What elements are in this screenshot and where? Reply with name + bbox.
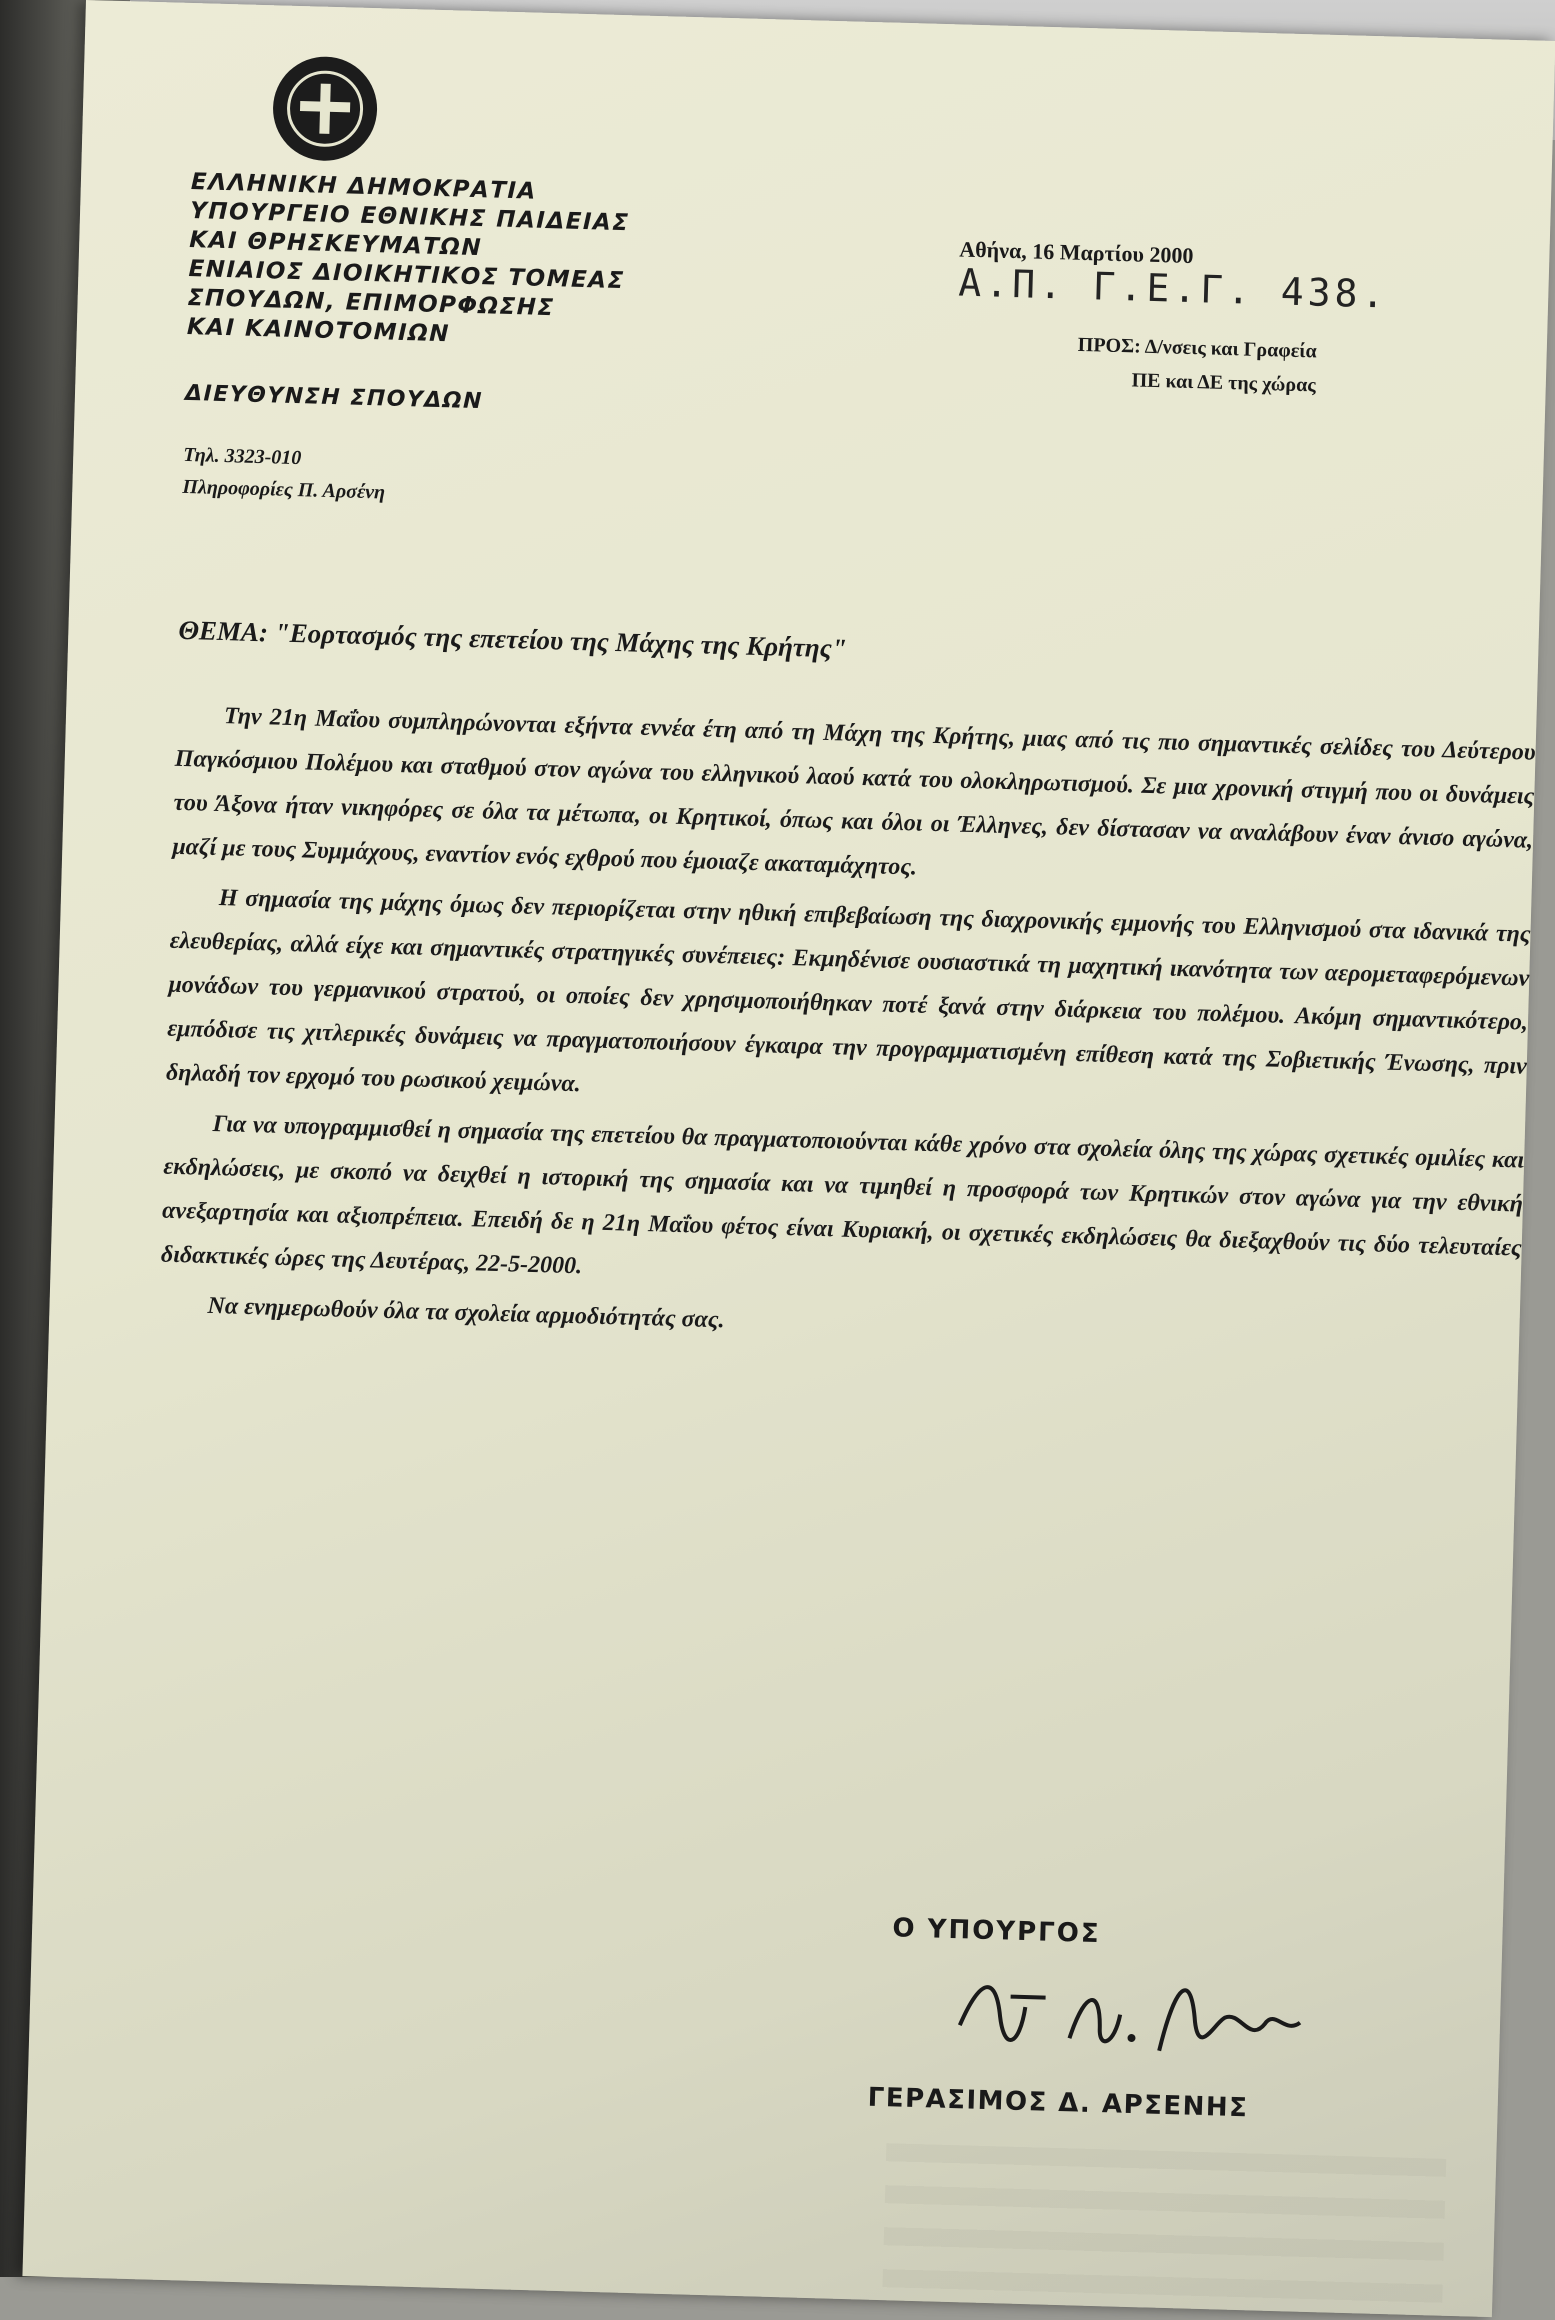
letterhead-line: ΕΛΛΗΝΙΚΗ ΔΗΜΟΚΡΑΤΙΑ xyxy=(190,169,538,205)
body-paragraph: Να ενημερωθούν όλα τα σχολεία αρμοδιότητάς σας. xyxy=(207,1292,725,1334)
letterhead-line: ΣΠΟΥΔΩΝ, ΕΠΙΜΟΡΦΩΣΗΣ xyxy=(187,284,556,322)
recipient-block xyxy=(955,324,1317,402)
contact-person: Πληροφορίες Π. Αρσένη xyxy=(182,475,386,504)
greek-state-emblem-icon xyxy=(272,55,379,162)
recipient-line: ΠΕ και ΔΕ της χώρας xyxy=(1131,369,1317,397)
document-page xyxy=(22,0,1555,2317)
body-paragraph: Την 21η Μαΐου συμπληρώνονται εξήντα εννέα έτη από τη Μάχη της Κρήτης, μιας από τις πιο σημαντικές σελίδες του Δεύτερου Παγκόσμιου Πολέμου και σταθμού στον αγώνα του ελληνικού λαού κατά του ολοκληρωτισμού. Σε μια χρονική στιγμή που οι δυνάμεις του Άξονα ήταν νικηφόρες σε όλα τα μέτωπα, οι Κρητικοί, όπως και όλοι οι Έλληνες, δεν δίστασαν να αναλάβουν έναν άνισο αγώνα, μαζί με τους Συμμάχους, εναντίον ενός εχθρού που έμοιαζε ακαταμάχητος. xyxy=(172,703,1536,881)
letterhead-line: ΕΝΙΑΙΟΣ ΔΙΟΙΚΗΤΙΚΟΣ ΤΟΜΕΑΣ xyxy=(188,255,626,295)
subject-line: ΘΕΜΑ: "Εορτασμός της επετείου της Μάχης της Κρήτης" xyxy=(178,614,848,664)
body-paragraph: Η σημασία της μάχης όμως δεν περιορίζεται στην ηθική επιβεβαίωση της διαχρονικής εμμονής του Ελληνισμού στα ιδανικά της ελευθερίας, αλλά είχε και σημαντικές στρατηγικές συνέπειες: Εκμηδένισε ουσιαστικά τη μαχητική ικανότητα των αερομεταφερόμενων μονάδων του γερμανικού στρατού, οι οποίες δεν χρησιμοποιήθηκαν ποτέ ξανά στην διάρκεια του πολέμου. Ακόμη σημαντικότερο, εμπόδισε τις χιτλερικές δυνάμεις να πραγματοποιήσουν έγκαιρα την προγραμματισμένη επίθεση κατά της Σοβιετικής Ένωσης, πριν δηλαδή τον ερχομό του ρωσικού χειμώνα. xyxy=(165,885,1531,1098)
contact-block xyxy=(182,439,386,509)
signatory-title: Ο ΥΠΟΥΡΓΟΣ xyxy=(892,1913,1101,1950)
body-paragraph: Για να υπογραμμισθεί η σημασία της επετείου θα πραγματοποιούνται κάθε χρόνο στα σχολεία όλης της χώρας σχετικές ομιλίες και εκδηλώσεις, με σκοπό να δειχθεί η ιστορική της σημασία και να τιμηθεί η προσφορά των Κρητικών στον αγώνα για την εθνική ανεξαρτησία και αξιοπρέπεια. Επειδή δε η 21η Μαΐου φέτος είναι Κυριακή, οι σχετικές εκδηλώσεις θα διεξαχθούν τις δύο τελευταίες διδακτικές ώρες της Δευτέρας, 22-5-2000. xyxy=(160,1110,1525,1280)
signature-drawing xyxy=(949,1955,1312,2075)
department-name: ΔΙΕΥΘΥΝΣΗ ΣΠΟΥΔΩΝ xyxy=(184,380,484,415)
recipient-line: ΠΡΟΣ: Δ/νσεις και Γραφεία xyxy=(1077,333,1317,363)
letter-body xyxy=(159,693,1536,1371)
bleed-through-text xyxy=(882,2143,1446,2319)
protocol-number: Α.Π. Γ.Ε.Γ. 438. xyxy=(957,260,1389,317)
date-line: Αθήνα, 16 Μαρτίου 2000 xyxy=(959,236,1194,269)
cross-icon xyxy=(286,70,364,148)
handwritten-signature xyxy=(949,1955,1312,2075)
phone-number: Τηλ. 3323-010 xyxy=(183,443,302,470)
letterhead-line: ΚΑΙ ΘΡΗΣΚΕΥΜΑΤΩΝ xyxy=(188,226,483,262)
signatory-name: ΓΕΡΑΣΙΜΟΣ Δ. ΑΡΣΕΝΗΣ xyxy=(867,2082,1249,2124)
letterhead xyxy=(186,168,751,358)
letterhead-line: ΚΑΙ ΚΑΙΝΟΤΟΜΙΩΝ xyxy=(186,313,451,348)
letterhead-line: ΥΠΟΥΡΓΕΙΟ ΕΘΝΙΚΗΣ ΠΑΙΔΕΙΑΣ xyxy=(189,197,630,237)
